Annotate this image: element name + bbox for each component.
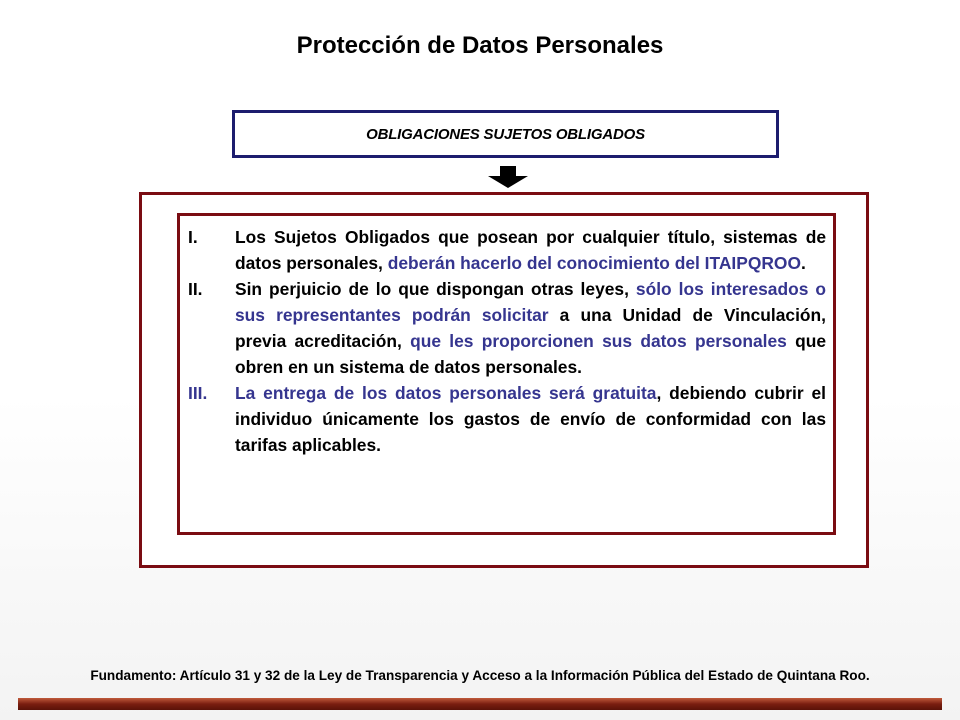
- item-text-segment: Sin perjuicio de lo que dispongan otras leyes,: [235, 279, 636, 299]
- item-text-highlight: que les proporcionen sus datos personales: [410, 331, 787, 351]
- legal-basis-footer: Fundamento: Artículo 31 y 32 de la Ley de Transparencia y Acceso a la Información Pública del Estado de Quintana Roo.: [90, 668, 870, 683]
- item-text-segment: , debiendo cubrir el individuo únicamente los gastos de envío de conformidad con las tarifas aplicables.: [235, 383, 826, 455]
- item-text-segment: que obren en un sistema de datos personales.: [235, 331, 827, 377]
- item-text-segment: a una Unidad de Vinculación, previa acreditación,: [235, 305, 826, 351]
- item-text-segment: .: [800, 253, 806, 273]
- item-text-segment: Los Sujetos Obligados que posean por cualquier título, sistemas de datos personales,: [235, 227, 826, 273]
- down-arrow-icon: [488, 166, 528, 188]
- item-text: [235, 224, 826, 276]
- page-title: Protección de Datos Personales: [296, 32, 664, 59]
- item-text-highlight: sólo los interesados o sus representantes podrán solicitar: [235, 279, 826, 325]
- item-numeral: II.: [188, 279, 203, 299]
- obligations-list: [188, 224, 826, 458]
- list-item: [188, 224, 826, 276]
- obligations-header-box: [232, 110, 779, 158]
- item-numeral: I.: [188, 227, 198, 247]
- item-text: [235, 276, 826, 380]
- list-item: [188, 380, 826, 458]
- bottom-decorative-bar: [18, 698, 942, 710]
- list-item: [188, 276, 826, 380]
- item-text: [235, 380, 826, 458]
- item-text-highlight: La entrega de los datos personales será gratuita: [235, 383, 657, 403]
- item-text-highlight: deberán hacerlo del conocimiento del ITAIPQROO: [387, 253, 801, 273]
- item-numeral: III.: [188, 383, 208, 403]
- obligations-header-label: OBLIGACIONES SUJETOS OBLIGADOS: [366, 125, 645, 143]
